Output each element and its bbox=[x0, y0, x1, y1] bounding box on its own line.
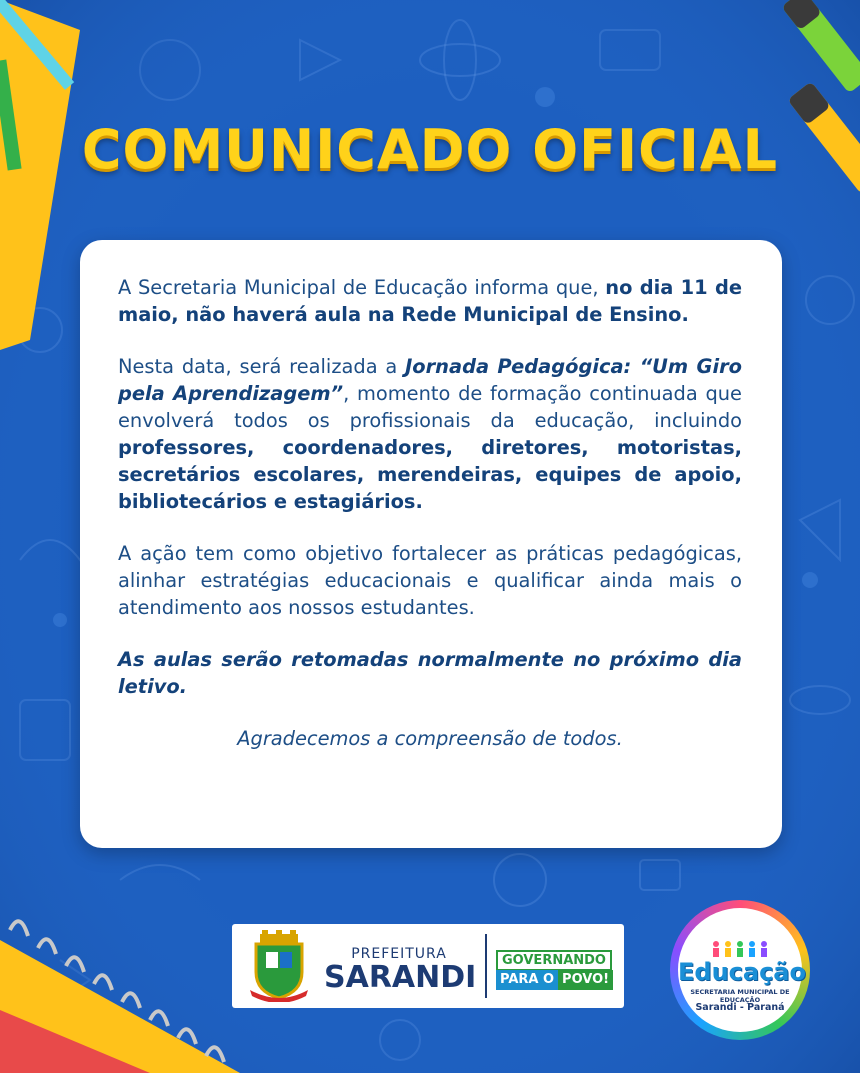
notice-text: , momento de formação continuada que envolverá todos os profissionais da educação, incluindo bbox=[118, 382, 742, 432]
prefeitura-label: PREFEITURA bbox=[351, 946, 447, 962]
event-name: Jornada Pedagógica: “Um Giro pela Aprendizagem” bbox=[118, 355, 742, 405]
notice-text: Nesta data, será realizada a bbox=[118, 355, 406, 378]
notice-highlight: no dia 11 de maio, não haverá aula na Rede Municipal de Ensino. bbox=[118, 276, 742, 326]
prefeitura-logo-panel bbox=[232, 924, 624, 1008]
logo-divider bbox=[485, 934, 487, 998]
city-name: SARANDI bbox=[324, 960, 477, 995]
slogan-part-a: PARA O bbox=[496, 970, 558, 990]
slogan-line-1: GOVERNANDO bbox=[496, 950, 612, 971]
coat-of-arms-icon bbox=[246, 930, 312, 1002]
notice-paragraph-4: As aulas serão retomadas normalmente no próximo dia letivo. bbox=[118, 648, 742, 698]
notice-card bbox=[80, 240, 782, 848]
education-logo-name: Educação bbox=[678, 958, 806, 986]
slogan-line-2 bbox=[496, 970, 613, 990]
people-icon bbox=[712, 940, 768, 958]
notice-text: A Secretaria Municipal de Educação informa que, bbox=[118, 276, 606, 299]
education-logo-city: Sarandi - Paraná bbox=[695, 1002, 785, 1013]
participants-list: professores, coordenadores, diretores, motoristas, secretários escolares, merendeiras, equipes de apoio, bibliotecários e estagiários. bbox=[118, 436, 742, 513]
slogan-part-b: POVO! bbox=[558, 970, 613, 990]
notice-paragraph-2 bbox=[118, 353, 742, 515]
notice-paragraph-1 bbox=[118, 274, 742, 328]
notice-body bbox=[118, 274, 742, 777]
education-secretariat-logo bbox=[670, 900, 810, 1040]
page-title: COMUNICADO OFICIAL bbox=[81, 118, 779, 181]
education-logo-inner bbox=[678, 908, 806, 1032]
notice-paragraph-3: A ação tem como objetivo fortalecer as práticas pedagógicas, alinhar estratégias educacionais e qualificar ainda mais o atendimento aos nossos estudantes. bbox=[118, 542, 742, 619]
notebook-decoration bbox=[0, 900, 240, 1073]
education-logo-subtitle: SECRETARIA MUNICIPAL DE EDUCAÇÃO bbox=[690, 988, 790, 1004]
closing-message: Agradecemos a compreensão de todos. bbox=[237, 727, 623, 750]
pencil-decoration bbox=[0, 0, 110, 110]
